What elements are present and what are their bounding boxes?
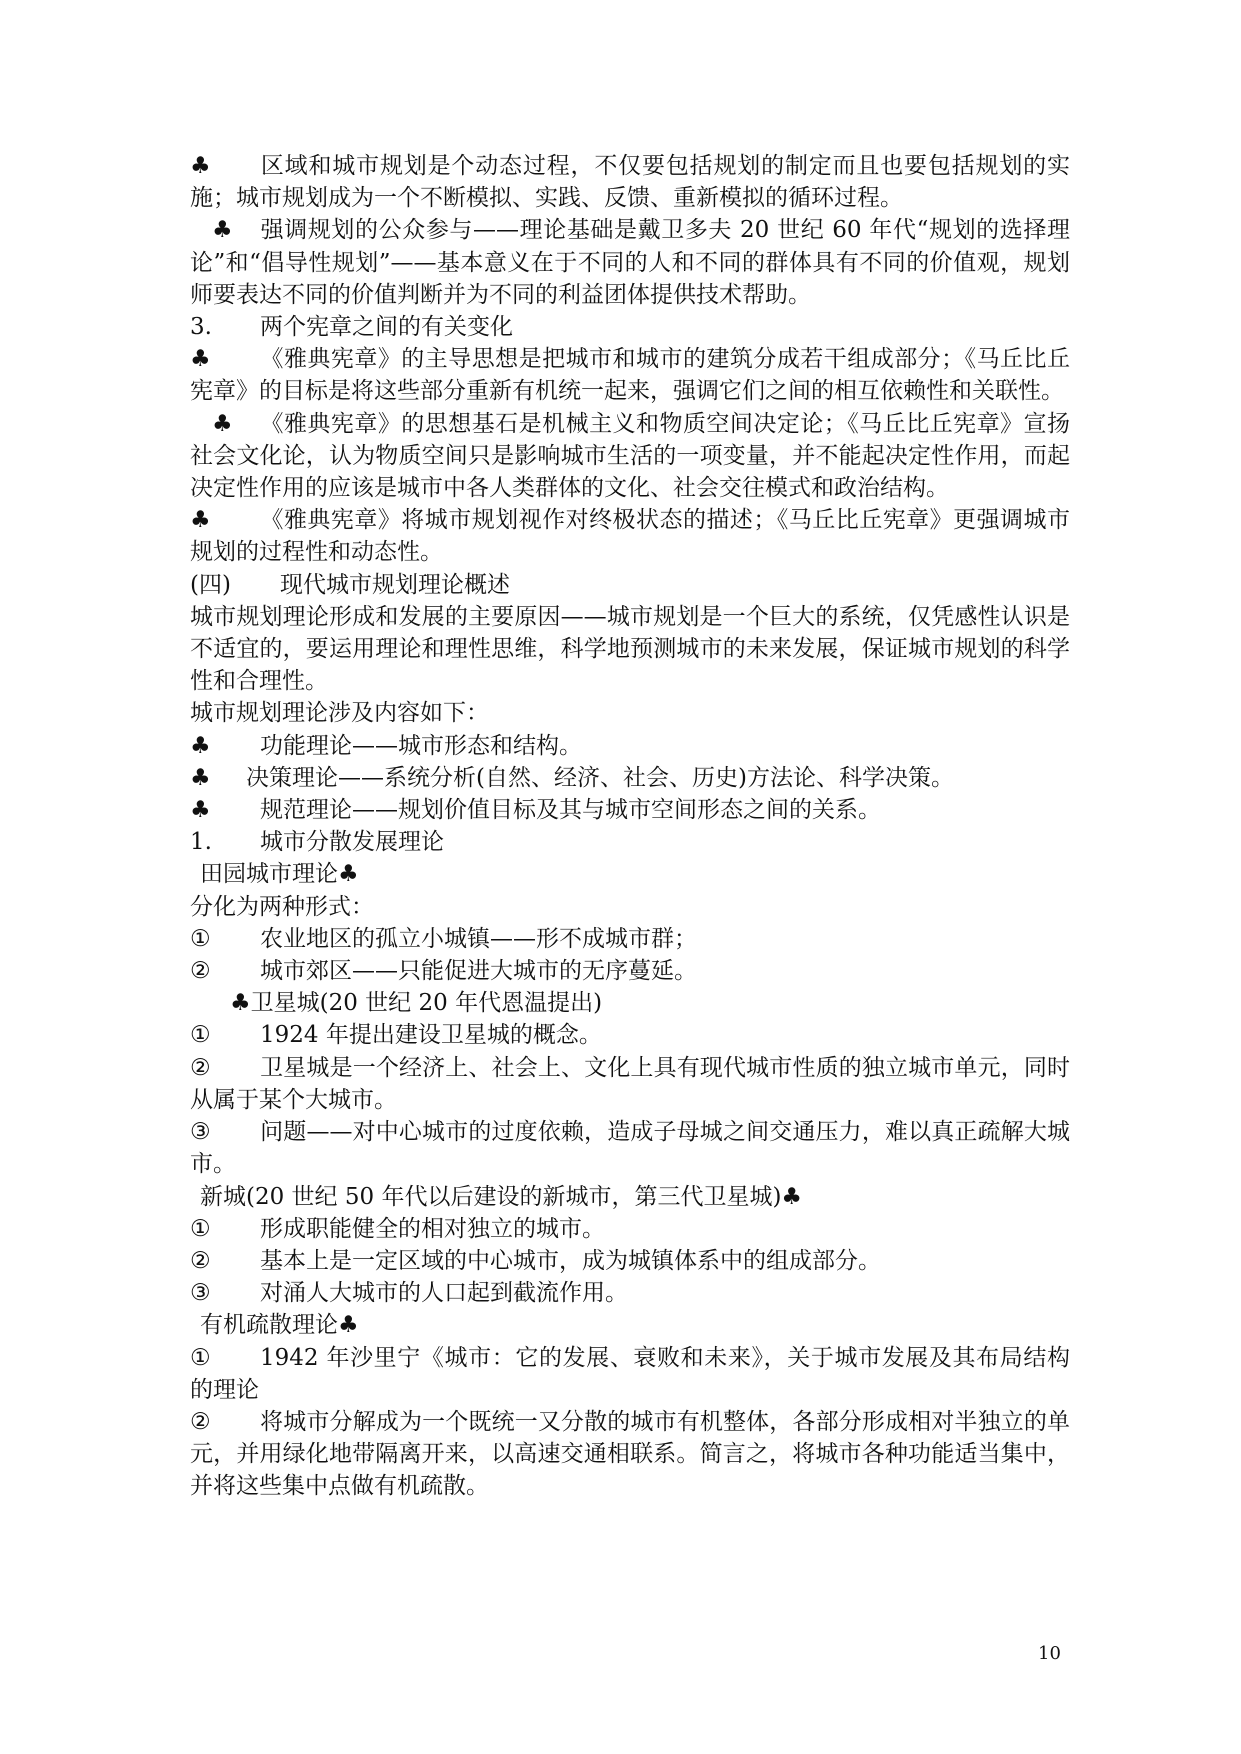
subheading: 新城(20 世纪 50 年代以后建设的新城市，第三代卫星城)♣	[200, 1183, 803, 1210]
document-body	[190, 150, 1070, 1503]
list-item: ② 城市郊区——只能促进大城市的无序蔓延。	[190, 958, 697, 985]
list-item: ② 基本上是一定区域的中心城市，成为城镇体系中的组成部分。	[190, 1247, 881, 1274]
paragraph: ♣ 《雅典宪章》将城市规划视作对终极状态的描述；《马丘比丘宪章》更强调城市规划的过程性和动态性。	[190, 504, 1070, 568]
club-bullet-icon: ♣	[212, 410, 233, 437]
list-item: ♣ 规范理论——规划价值目标及其与城市空间形态之间的关系。	[190, 794, 1070, 826]
list-item: ♣ 功能理论——城市形态和结构。	[190, 730, 1070, 762]
club-bullet-icon: ♣	[190, 507, 211, 534]
section-heading: (四) 现代城市规划理论概述	[190, 571, 510, 598]
list-item: ③ 问题——对中心城市的过度依赖，造成子母城之间交通压力，难以真正疏解大城市。	[190, 1119, 1070, 1178]
list-item: ③ 对涌人大城市的人口起到截流作用。	[190, 1280, 628, 1307]
subheading: 田园城市理论♣	[200, 861, 359, 888]
list-item: ① 形成职能健全的相对独立的城市。	[190, 1215, 605, 1242]
paragraph: ♣ 区域和城市规划是个动态过程，不仅要包括规划的制定而且也要包括规划的实施；城市规划成为一个不断模拟、实践、反馈、重新模拟的循环过程。	[190, 150, 1070, 214]
paragraph: 城市规划理论形成和发展的主要原因——城市规划是一个巨大的系统，仅凭感性认识是不适宜的，要运用理论和理性思维，科学地预测城市的未来发展，保证城市规划的科学性和合理性。	[190, 603, 1070, 695]
list-item: ① 1942 年沙里宁《城市：它的发展、衰败和未来》，关于城市发展及其布局结构的理论	[190, 1344, 1070, 1403]
paragraph: 城市规划理论涉及内容如下：	[190, 700, 489, 727]
paragraph: 分化为两种形式：	[190, 893, 374, 920]
club-bullet-icon: ♣	[338, 861, 359, 888]
section-heading: 1. 城市分散发展理论	[190, 829, 444, 856]
club-bullet-icon: ♣	[230, 990, 251, 1017]
club-bullet-icon: ♣	[190, 153, 211, 179]
list-item: ① 1924 年提出建设卫星城的概念。	[190, 1022, 602, 1049]
subheading: ♣卫星城(20 世纪 20 年代恩温提出)	[230, 990, 603, 1017]
club-bullet-icon: ♣	[190, 732, 211, 759]
club-bullet-icon: ♣	[338, 1312, 359, 1339]
club-bullet-icon: ♣	[190, 797, 211, 824]
paragraph: ♣ 《雅典宪章》的思想基石是机械主义和物质空间决定论；《马丘比丘宪章》宣扬社会文化论，认为物质空间只是影响城市生活的一项变量，并不能起决定性作用，而起决定性作用的应该是城市中各人类群体的文化、社会交往模式和政治结构。	[190, 408, 1070, 505]
paragraph: ♣ 《雅典宪章》的主导思想是把城市和城市的建筑分成若干组成部分；《马丘比丘宪章》的目标是将这些部分重新有机统一起来，强调它们之间的相互依赖性和关联性。	[190, 343, 1070, 407]
subheading: 有机疏散理论♣	[200, 1312, 359, 1339]
club-bullet-icon: ♣	[781, 1183, 803, 1210]
section-heading: 3. 两个宪章之间的有关变化	[190, 314, 513, 341]
list-item: ① 农业地区的孤立小城镇——形不成城市群；	[190, 925, 697, 952]
paragraph: ♣ 强调规划的公众参与——理论基础是戴卫多夫 20 世纪 60 年代“规划的选择理论”和“倡导性规划”——基本意义在于不同的人和不同的群体具有不同的价值观，规划师要表达不同的价值判断并为不同的利益团体提供技术帮助。	[190, 214, 1070, 311]
page-number: 10	[1038, 1643, 1061, 1664]
list-item: ② 卫星城是一个经济上、社会上、文化上具有现代城市性质的独立城市单元，同时从属于某个大城市。	[190, 1054, 1070, 1113]
club-bullet-icon: ♣	[190, 346, 211, 373]
list-item: ② 将城市分解成为一个既统一又分散的城市有机整体，各部分形成相对半独立的单元，并用绿化地带隔离开来，以高速交通相联系。简言之，将城市各种功能适当集中，并将这些集中点做有机疏散。	[190, 1408, 1070, 1500]
club-bullet-icon: ♣	[190, 764, 211, 791]
list-item: ♣ 决策理论——系统分析(自然、经济、社会、历史)方法论、科学决策。	[190, 762, 1070, 794]
club-bullet-icon: ♣	[212, 217, 233, 244]
